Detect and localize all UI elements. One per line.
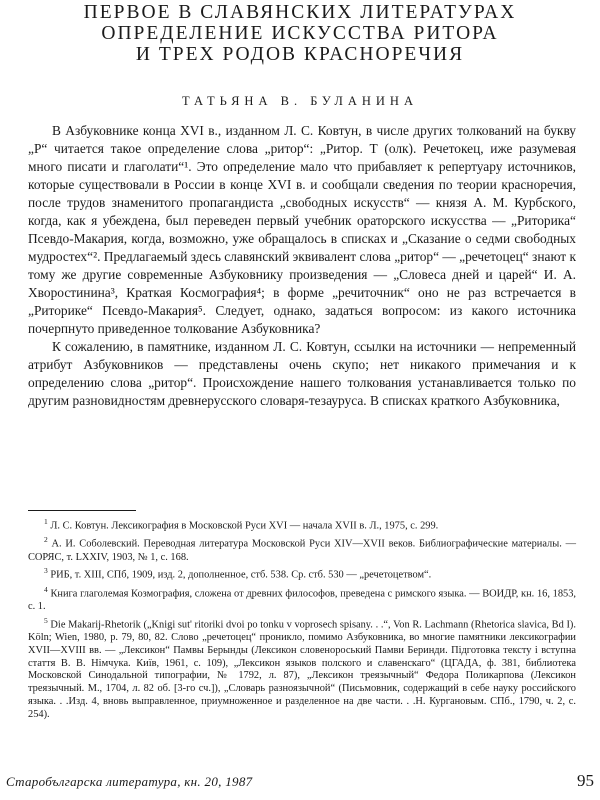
article-body: [28, 122, 576, 410]
page-footer: [0, 770, 600, 792]
author-name: ТАТЬЯНА В. БУЛАНИНА: [182, 94, 418, 108]
footnote: [28, 584, 576, 614]
footnote: [28, 534, 576, 564]
body-paragraph: К сожалению, в памятнике, изданном Л. С. Ковтун, ссылки на источники — непременный атрибут Азбуковников — представлены очень скупо; нет никакого примечания и к определению слова „ритор“. Происхождение нашего толкования устанавливается только по другим разновидностям древнерусского словаря-тезауруса. В списках краткого Азбуковника,: [28, 339, 576, 408]
footnotes: [28, 516, 576, 723]
body-paragraph: В Азбуковнике конца XVI в., изданном Л. С. Ковтун, в числе других толкований на букву „Р“ читается такое определение слова „ритор“: „Ритор. Т (олк). Речетокец, иже разумевая много писати и глаголати“¹. Это определение мало что прибавляет к репертуару источников, которые существовали в России в конце XVI в. и сообщали сведения по теории красноречия, после трудов знаменитого пропагандиста „свободных искусств“ — князя А. М. Курбского, когда, как я убеждена, был переведен первый учебник ораторского искусства — „Риторика“ Псевдо-Макария, когда, возможно, уже обращалось в списках и „Сказание о седми свободных мудростех“². Предлагаемый здесь славянский эквивалент слова „ритор“ — „речетоцец“ знают к тому же другие современные Азбуковнику произведения — „Словеса дней и царей“ И. А. Хворостинина³, Краткая Космография⁴; в форме „речиточник“ оно не раз встречается в „Риторике“ Псевдо-Макария⁵. Следует, однако, задаться вопросом: из какого источника почерпнуто приведенное толкование Азбуковника?: [28, 123, 576, 336]
footnote-divider: [28, 510, 136, 511]
running-title: Старобългарска литература, кн. 20, 1987: [6, 774, 253, 789]
footnote-number: 3: [44, 566, 48, 576]
footnote-number: 1: [44, 517, 48, 526]
footnote: [28, 516, 576, 533]
page-number: 95: [577, 771, 594, 790]
article-title: [0, 2, 600, 65]
footnote-number: 4: [44, 584, 48, 594]
footnote-text: Л. С. Ковтун. Лексикография в Московской Руси XVI — начала XVII в. Л., 1975, с. 299.: [50, 520, 439, 532]
title-line: ОПРЕДЕЛЕНИЕ ИСКУССТВА РИТОРА: [101, 23, 499, 44]
footnote-text: Книга глаголемая Козмография, сложена от древних философов, преведена с римского языка. — ВОИДР, кн. 16, 1853, с. 1.: [28, 588, 576, 612]
footnote: [28, 565, 576, 582]
footnote-text: А. И. Соболевский. Переводная литература Московской Руси XIV—XVII веков. Библиографические материалы. — СОРЯС, т. LXXIV, 1903, № 1, с. 168.: [28, 538, 576, 563]
footnote: [28, 615, 576, 722]
footnote-number: 2: [44, 535, 48, 545]
footnote-text: РИБ, т. XIII, СПб, 1909, изд. 2, дополненное, стб. 538. Ср. стб. 530 — „речетоцетвом“.: [50, 569, 432, 581]
title-line: И ТРЕХ РОДОВ КРАСНОРЕЧИЯ: [135, 44, 465, 65]
title-line: ПЕРВОЕ В СЛАВЯНСКИХ ЛИТЕРАТУРАХ: [83, 2, 517, 23]
footnote-text: Die Makarij-Rhetorik („Knigi sut' ritoriki dvoi po tonku v voprosech spisany. . .“, Von R. Lachmann (Rhetorica slavica, Bd I). Köln; Wien, 1980, p. 79, 80, 82. Слово „речетоцец“ проникло, помимо Азбуковника, во многие памятники лексикографии XVII—XVIII вв. — „Лексикон“ Памвы Берынды (Лексикон словенороський Памви Беринди. Підготовка тексту і вступна стаття В. В. Німчука. Київ, 1961, с. 109), „Лексикон языков полского и славенскаго“ (ЦГАДА, ф. 381, библиотека Московской Синодальной типографии, № 1792, л. 87), „Лексикон треязычный“ Федора Поликарпова (Лексикон треязычный. М., 1704, л. 82 об. [3-го сч.]), „Словарь разноязычной“ (Письмовник, содержащий в себе науку российского языка. . .Изд. 4, вновь выправленное, приумноженное и разделенное на две части. . .Н. Кургановым. СПб., 1790, ч. 2, с. 254).: [28, 619, 576, 720]
footnote-number: 5: [44, 615, 48, 625]
